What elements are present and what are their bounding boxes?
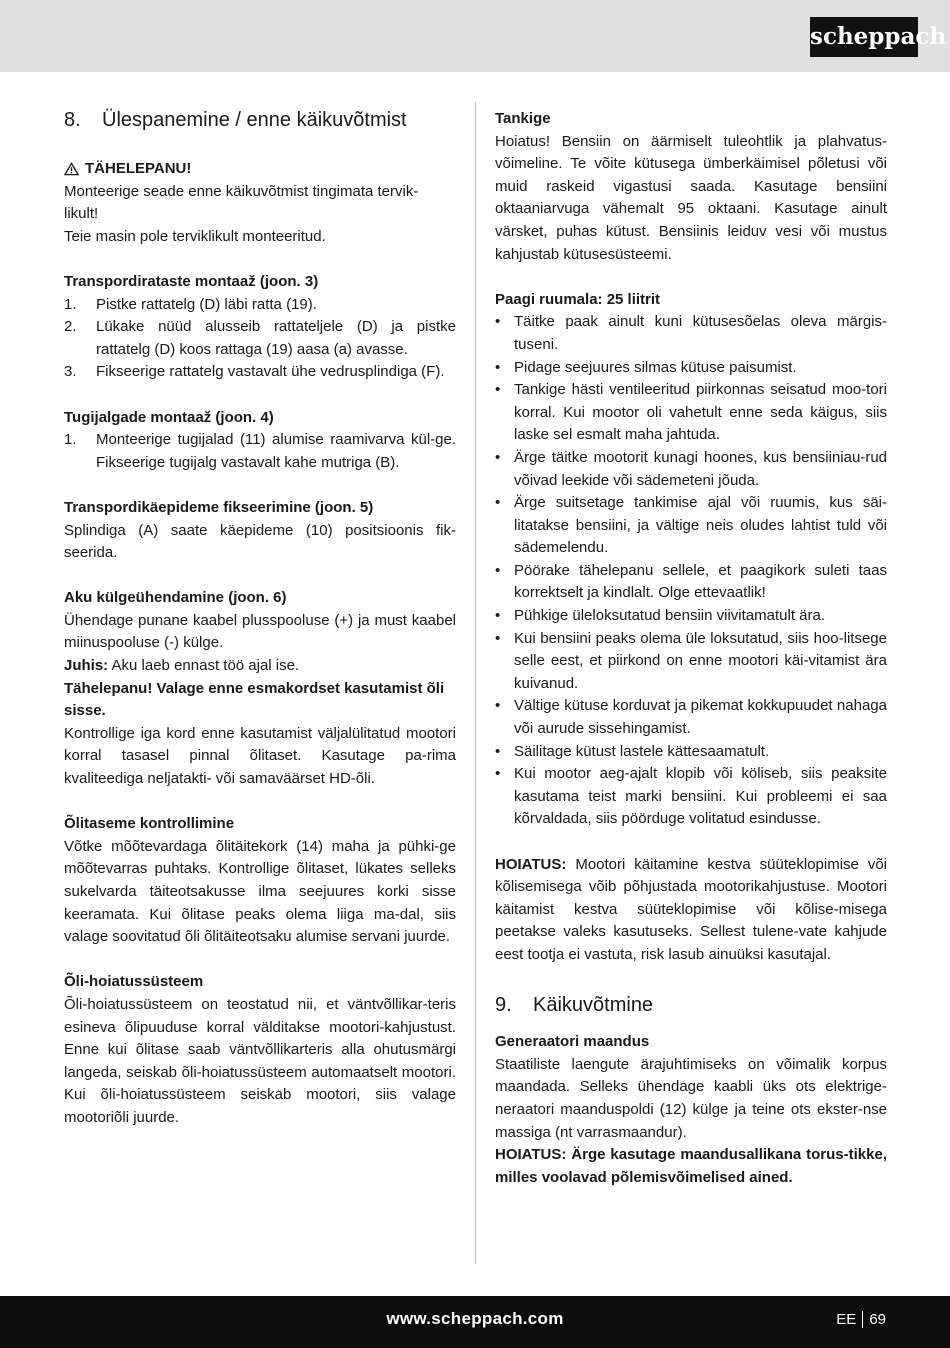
battery-text: Ühendage punane kaabel plusspooluse (+) ja must kaabel miinuspooluse (-) külge. [64,611,456,652]
list-item: • Ärge suitsetage tankimise ajal või ruumis, kus säi-litatakse bensiini, ja vältige neis oludes lahtist tuld või sädemelendu. [495,494,887,557]
list-item: • Kui bensiini peaks olema üle loksutatud, siis hoo-litsege selle eest, et piirkond on enne mootori käi-vitamist ära kuivanud. [495,629,887,692]
section-heading-9 [495,993,887,1017]
page-indicator [836,1311,886,1328]
oilwarn-heading: Õli-hoiatussüsteem [64,973,204,991]
handle-heading: Transpordikäepideme fikseerimine (joon. 5) [64,498,374,516]
language-code: EE [836,1311,857,1328]
handle-text: Splindiga (A) saate käepideme (10) positsioonis fik-seerida. [64,521,456,562]
oil-check-text: Kontrollige iga kord enne kasutamist väljalülitatud mootori korral tasasel pinnal õlitaset. Kasutage pa-rima kvaliteediga neljatakti- või samaväärset HD-õli. [64,724,456,788]
section-number: 8. [64,109,81,131]
section-title: Ülespanemine / enne käikuvõtmist [102,109,407,131]
website-link[interactable]: www.scheppach.com [386,1309,564,1328]
scheppach-logo: scheppach [810,17,918,57]
section-heading-8 [64,108,456,132]
list-item: • Tankige hästi ventileeritud piirkonnas seisatud moo-tori korral. Kui mootor oli vahetult enne seda käigus, siis laske sel esmalt maha jahtuda. [495,381,887,444]
list-item: • Vältige kütuse korduvat ja pikemat kokkupuudet nahaga või aurude sissehingamist. [495,697,887,738]
wheels-heading: Transpordirataste montaaž (joon. 3) [64,272,319,290]
list-item: • Säilitage kütust lastele kättesaamatult. [495,742,770,760]
battery-heading: Aku külgeühendamine (joon. 6) [64,589,287,607]
battery-hint: Juhis: Aku laeb ennast töö ajal ise. [64,657,300,675]
column-divider [475,102,476,1264]
warning-triangle-icon [64,162,79,176]
list-item: 1. Monteerige tugijalad (11) alumise raamivarva kül-ge. Fikseerige tugijalg vastavalt kahe mutriga (B). [64,431,456,471]
oil-attention: Tähelepanu! Valage enne esmakordset kasutamist õli sisse. [64,679,445,720]
ground-warning: HOIATUS: Ärge kasutage maandusallikana torus-tikke, milles voolavad põlemisvõimelised ained. [495,1146,887,1186]
oilcheck-heading: Õlitaseme kontrollimine [64,815,235,833]
list-item: 2. Lükake nüüd alusseib rattateljele (D) ja pistke rattatelg (D) koos rattaga (19) aasa (a) avasse. [64,318,456,358]
warning-line: Monteerige seade enne käikuvõtmist tingimata tervik- [64,182,419,200]
engine-warning: HOIATUS: Mootori käitamine kestva süüteklopimise või kõlisemisega võib põhjustada mootorikahjustuse. Mootori käitamist kestva süüteklopimise või kõlise-misega peetakse valeks kasutuseks. Sellest tulene-vate kahjude eest tootja ei vastuta, risk lasub ainuüksi kasutajal. [495,855,887,963]
list-item: • Pidage seejuures silmas kütuse paisumist. [495,358,797,376]
page-separator [862,1311,863,1328]
capacity-heading: Paagi ruumala: 25 liitrit [495,290,661,308]
warning-title: TÄHELEPANU! [85,160,192,177]
header-bar [0,0,950,72]
list-item: • Kui mootor aeg-ajalt klopib või köliseb, siis peaksite kasutama teist marki bensiini. Kui probleemi ei saa kõrvaldada, siis pöörduge volitatud esindusse. [495,765,887,828]
list-item: • Pöörake tähelepanu sellele, et paagikork suleti taas korrektselt ja kindlalt. Olge ettevaatlik! [495,561,887,602]
left-column [64,108,456,1130]
footer-bar [0,1296,950,1348]
section-title: Käikuvõtmine [533,994,654,1017]
right-column [495,108,887,1189]
page-number: 69 [869,1311,886,1328]
warning-heading [64,158,456,181]
legs-heading: Tugijalgade montaaž (joon. 4) [64,408,274,426]
warning-line: likult! [64,205,99,223]
legs-steps [64,429,456,474]
tank-text: Hoiatus! Bensiin on äärmiselt tuleohtlik ja plahvatus-võimeline. Te võite kütusega ümberkäimisel põletusi või muid raskeid vigastusi saada. Kasutage bensiini oktaaniarvuga vähemalt 95 oktaani. Kasutage ainult värsket, puhas kütust. Bensiinis leiduv vesi või mustus kahjustab kütusesüsteemi. [495,132,887,263]
list-item: 3. Fikseerige rattatelg vastavalt ühe vedrusplindiga (F). [64,363,445,381]
warning-line: Teie masin pole terviklikult monteeritud. [64,227,326,245]
oilwarn-text: Õli-hoiatussüsteem on teostatud nii, et väntvõllikar-teris esineva õlipuuduse korral välditakse mootori-kahjustust. Enne kui õlitase saab väntvõllikarteris alla ohutusmärgi langeda, seiskab õli-hoiatussüsteem automaatselt mootori. Kui õli-hoiatussüsteem seiskab mootori, siis valage mootoriõli juurde. [64,995,456,1126]
wheels-steps [64,294,456,384]
section-number: 9. [495,994,512,1017]
fuel-safety-list [495,311,887,831]
ground-heading: Generaatori maandus [495,1033,650,1051]
ground-text: Staatiliste laengute ärajuhtimiseks on võimalik korpus maandada. Selleks ühendage kaabli üks ots elektrige-neraatori maanduspoldi (12) külge ja teine ots ekster-nse massiga (nt varrasmaandur). [495,1055,887,1141]
tank-heading: Tankige [495,110,551,127]
list-item: • Ärge täitke mootorit kunagi hoones, kus bensiiniau-rud võivad leekide või sädemeteni jõuda. [495,448,887,489]
list-item: • Täitke paak ainult kuni kütusesõelas oleva märgis-tuseni. [495,313,887,353]
list-item: • Pühkige üleloksutatud bensiin viivitamatult ära. [495,607,826,625]
list-item: 1. Pistke rattatelg (D) läbi ratta (19). [64,295,317,313]
oilcheck-text: Võtke mõõtevardaga õlitäitekork (14) maha ja pühki-ge mõõtevarras puhtaks. Kontrollige õlitaset, lükates selleks sukelvarda täiteotsakusse ilma seejuures korki sisse keeramata. Kui õlitase peaks olema liiga ma-dal, siis valage soovitatud õli õlitäiteotsaku alumise servani juurde. [64,837,456,946]
